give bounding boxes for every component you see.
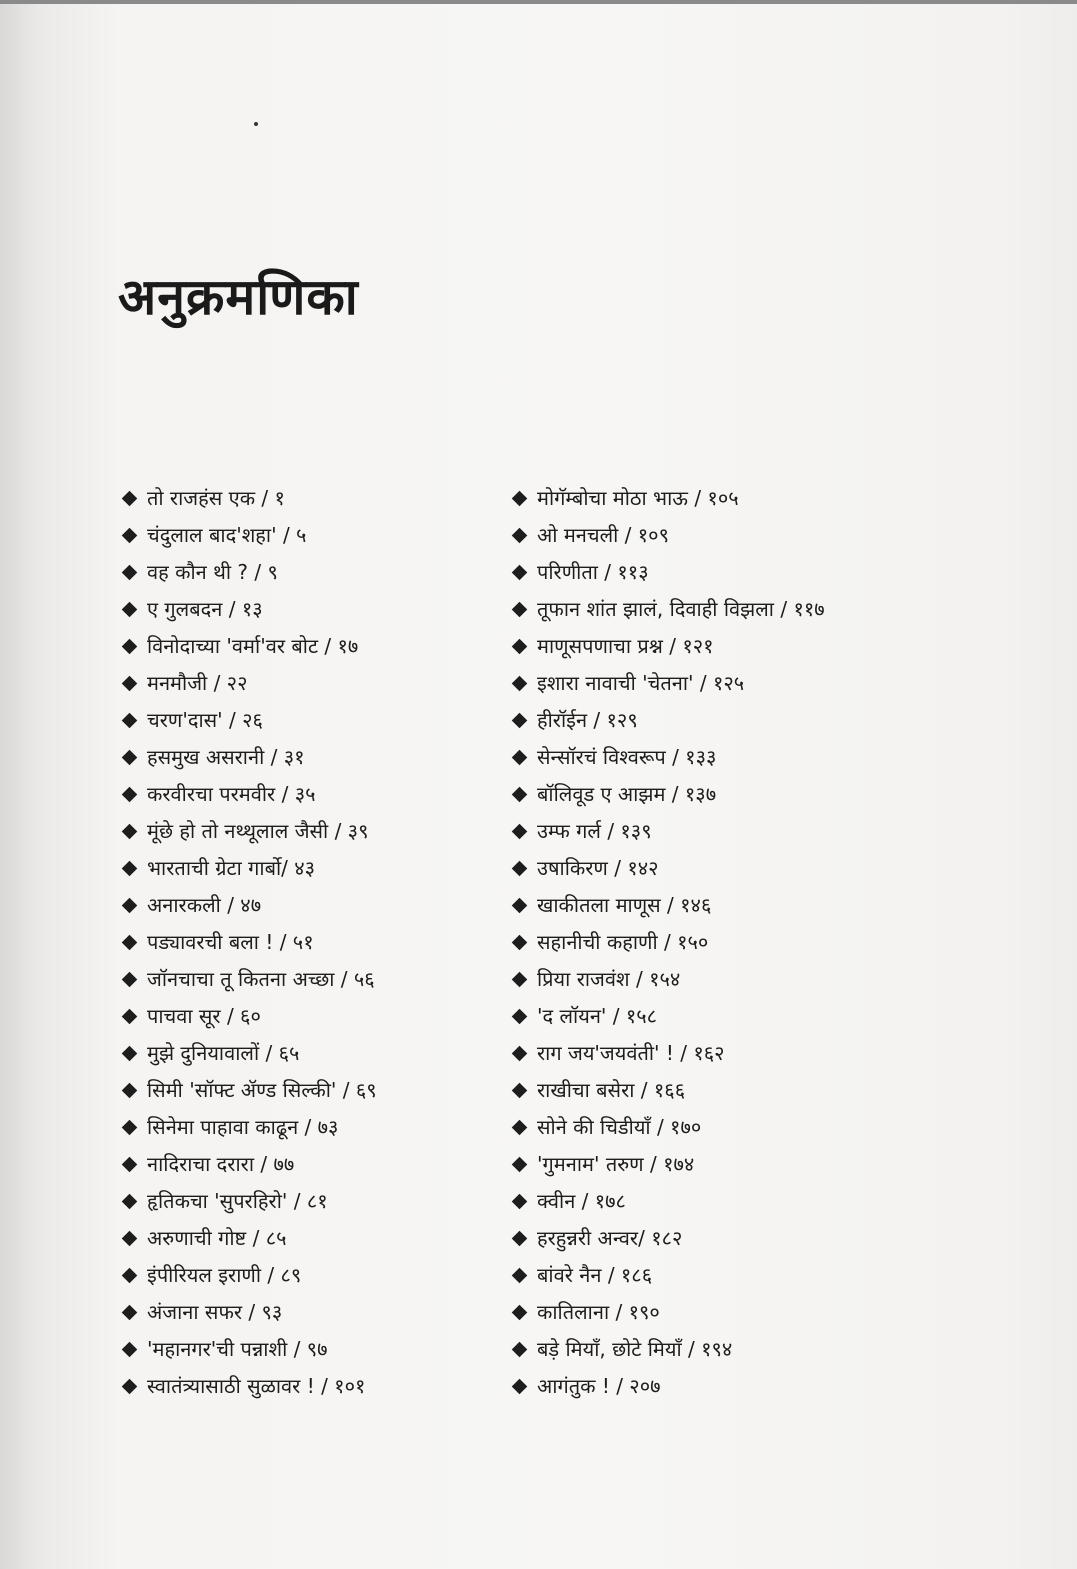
toc-entry-text: विनोदाच्या 'वर्मा'वर बोट / १७: [147, 634, 359, 658]
diamond-bullet-icon: [122, 861, 138, 877]
toc-entry: [512, 850, 912, 887]
toc-entry: [512, 1331, 912, 1368]
toc-entry: [122, 591, 512, 628]
toc-entry-text: चंदुलाल बाद'शहा' / ५: [147, 523, 307, 547]
toc-entry-text: बांवरे नैन / १८६: [537, 1263, 653, 1287]
diamond-bullet-icon: [122, 1120, 138, 1136]
toc-entry-text: नादिराचा दरारा / ७७: [147, 1152, 295, 1176]
diamond-bullet-icon: [512, 1083, 528, 1099]
diamond-bullet-icon: [122, 898, 138, 914]
diamond-bullet-icon: [512, 565, 528, 581]
toc-entry: [512, 702, 912, 739]
diamond-bullet-icon: [512, 1379, 528, 1395]
toc-entry-text: 'गुमनाम' तरुण / १७४: [537, 1152, 695, 1176]
toc-entry-text: सोने की चिडीयाँ / १७०: [537, 1115, 702, 1139]
toc-entry-text: बड़े मियाँ, छोटे मियाँ / १९४: [537, 1337, 733, 1361]
toc-right-column: [512, 480, 912, 1405]
toc-entry-text: 'द लॉयन' / १५८: [537, 1004, 658, 1028]
diamond-bullet-icon: [122, 528, 138, 544]
diamond-bullet-icon: [512, 1194, 528, 1210]
toc-entry: [512, 924, 912, 961]
toc-entry: [122, 850, 512, 887]
toc-entry: [512, 1072, 912, 1109]
toc-entry-text: स्वातंत्र्यासाठी सुळावर ! / १०१: [147, 1374, 366, 1398]
diamond-bullet-icon: [122, 1379, 138, 1395]
diamond-bullet-icon: [512, 1342, 528, 1358]
toc-entry: [512, 1220, 912, 1257]
toc-entry-text: हीरॉईन / १२९: [537, 708, 638, 732]
diamond-bullet-icon: [122, 972, 138, 988]
toc-entry-text: 'महानगर'ची पन्नाशी / ९७: [147, 1337, 328, 1361]
toc-entry: [122, 1220, 512, 1257]
ink-speck: [254, 122, 258, 126]
diamond-bullet-icon: [512, 602, 528, 618]
toc-entry-text: उम्फ गर्ल / १३९: [537, 819, 652, 843]
toc-entry-text: सहानीची कहाणी / १५०: [537, 930, 709, 954]
toc-entry: [122, 1072, 512, 1109]
toc-entry: [512, 591, 912, 628]
toc-entry: [512, 813, 912, 850]
diamond-bullet-icon: [512, 1009, 528, 1025]
toc-entry: [122, 887, 512, 924]
toc-entry: [512, 1183, 912, 1220]
toc-entry: [512, 998, 912, 1035]
toc-entry-text: करवीरचा परमवीर / ३५: [147, 782, 316, 806]
toc-left-column: [122, 480, 512, 1405]
toc-entry-text: मुझे दुनियावालों / ६५: [147, 1041, 300, 1065]
diamond-bullet-icon: [122, 602, 138, 618]
diamond-bullet-icon: [512, 824, 528, 840]
diamond-bullet-icon: [512, 935, 528, 951]
diamond-bullet-icon: [512, 898, 528, 914]
page-top-edge: [0, 0, 1077, 4]
diamond-bullet-icon: [122, 1231, 138, 1247]
diamond-bullet-icon: [512, 1231, 528, 1247]
diamond-bullet-icon: [512, 787, 528, 803]
diamond-bullet-icon: [512, 972, 528, 988]
toc-entry: [512, 480, 912, 517]
toc-entry: [122, 1257, 512, 1294]
toc-entry: [122, 961, 512, 998]
toc-entry-text: हसमुख असरानी / ३१: [147, 745, 305, 769]
diamond-bullet-icon: [122, 824, 138, 840]
diamond-bullet-icon: [122, 713, 138, 729]
toc-entry-text: सिनेमा पाहावा काढून / ७३: [147, 1115, 339, 1139]
diamond-bullet-icon: [122, 787, 138, 803]
diamond-bullet-icon: [512, 676, 528, 692]
toc-entry: [122, 665, 512, 702]
toc-entry-text: इशारा नावाची 'चेतना' / १२५: [537, 671, 745, 695]
toc-entry-text: खाकीतला माणूस / १४६: [537, 893, 712, 917]
diamond-bullet-icon: [122, 1268, 138, 1284]
toc-entry: [512, 961, 912, 998]
toc-entry-text: पाचवा सूर / ६०: [147, 1004, 261, 1028]
diamond-bullet-icon: [512, 1157, 528, 1173]
toc-entry: [122, 1368, 512, 1405]
diamond-bullet-icon: [122, 491, 138, 507]
toc-entry: [122, 517, 512, 554]
diamond-bullet-icon: [512, 1268, 528, 1284]
toc-entry-text: माणूसपणाचा प्रश्न / १२१: [537, 634, 714, 658]
diamond-bullet-icon: [122, 1342, 138, 1358]
toc-entry: [122, 480, 512, 517]
toc-entry-text: बॉलिवूड ए आझम / १३७: [537, 782, 717, 806]
toc-entry-text: सेन्सॉरचं विश्वरूप / १३३: [537, 745, 717, 769]
diamond-bullet-icon: [122, 1083, 138, 1099]
toc-entry: [122, 813, 512, 850]
toc-entry-text: भारताची ग्रेटा गार्बो/ ४३: [147, 856, 316, 880]
toc-entry: [122, 924, 512, 961]
toc-entry: [122, 1146, 512, 1183]
toc-entry: [122, 1294, 512, 1331]
toc-entry: [512, 517, 912, 554]
toc-entry: [122, 776, 512, 813]
diamond-bullet-icon: [122, 1157, 138, 1173]
toc-entry-text: सिमी 'सॉफ्ट ॲण्ड सिल्की' / ६९: [147, 1078, 377, 1102]
toc-entry-text: वह कौन थी ? / ९: [147, 560, 278, 584]
toc-entry-text: चरण'दास' / २६: [147, 708, 263, 732]
diamond-bullet-icon: [122, 1046, 138, 1062]
toc-entry: [122, 628, 512, 665]
toc-entry: [512, 1146, 912, 1183]
toc-entry-text: पड्यावरची बला ! / ५१: [147, 930, 314, 954]
toc-entry-text: ए गुलबदन / १३: [147, 597, 263, 621]
diamond-bullet-icon: [122, 676, 138, 692]
toc-entry-text: राग जय'जयवंती' ! / १६२: [537, 1041, 725, 1065]
toc-entry: [512, 1294, 912, 1331]
diamond-bullet-icon: [512, 861, 528, 877]
toc-entry-text: मूंछे हो तो नथ्थूलाल जैसी / ३९: [147, 819, 369, 843]
diamond-bullet-icon: [512, 491, 528, 507]
toc-entry: [122, 1183, 512, 1220]
toc-entry-text: हरहुन्नरी अन्वर/ १८२: [537, 1226, 683, 1250]
toc-entry-text: क्वीन / १७८: [537, 1189, 626, 1213]
toc-entry: [512, 739, 912, 776]
toc-entry: [512, 628, 912, 665]
toc-entry-text: अंजाना सफर / ९३: [147, 1300, 283, 1324]
toc-entry: [122, 1331, 512, 1368]
diamond-bullet-icon: [512, 1046, 528, 1062]
toc-entry: [512, 1368, 912, 1405]
toc-entry: [122, 739, 512, 776]
toc-entry: [512, 887, 912, 924]
toc-entry-text: तो राजहंस एक / १: [147, 486, 285, 510]
diamond-bullet-icon: [122, 935, 138, 951]
toc-entry: [512, 1035, 912, 1072]
toc-entry-text: हृतिकचा 'सुपरहिरो' / ८१: [147, 1189, 328, 1213]
toc-entry: [512, 554, 912, 591]
diamond-bullet-icon: [512, 713, 528, 729]
diamond-bullet-icon: [512, 1305, 528, 1321]
diamond-bullet-icon: [512, 528, 528, 544]
toc-entry: [122, 1035, 512, 1072]
toc-entry-text: प्रिया राजवंश / १५४: [537, 967, 681, 991]
toc-entry: [512, 1257, 912, 1294]
diamond-bullet-icon: [122, 1009, 138, 1025]
toc-entry-text: अनारकली / ४७: [147, 893, 262, 917]
toc-entry: [122, 998, 512, 1035]
toc-entry-text: ओ मनचली / १०९: [537, 523, 669, 547]
toc-entry-text: राखीचा बसेरा / १६६: [537, 1078, 686, 1102]
toc-entry-text: आगंतुक ! / २०७: [537, 1374, 661, 1398]
diamond-bullet-icon: [122, 565, 138, 581]
page-title: अनुक्रमणिका: [118, 267, 359, 326]
diamond-bullet-icon: [512, 1120, 528, 1136]
toc-entry: [512, 1109, 912, 1146]
toc-entry-text: उषाकिरण / १४२: [537, 856, 659, 880]
toc-entry: [512, 665, 912, 702]
toc-entry-text: कातिलाना / १९०: [537, 1300, 660, 1324]
toc-entry: [122, 702, 512, 739]
toc-entry: [512, 776, 912, 813]
diamond-bullet-icon: [512, 639, 528, 655]
diamond-bullet-icon: [122, 1194, 138, 1210]
toc-entry-text: मनमौजी / २२: [147, 671, 248, 695]
diamond-bullet-icon: [122, 750, 138, 766]
toc-entry-text: मोगॅम्बोचा मोठा भाऊ / १०५: [537, 486, 739, 510]
toc-entry-text: परिणीता / ११३: [537, 560, 649, 584]
diamond-bullet-icon: [512, 750, 528, 766]
toc-entry-text: इंपीरियल इराणी / ८९: [147, 1263, 302, 1287]
toc-entry: [122, 554, 512, 591]
toc-entry-text: अरुणाची गोष्ट / ८५: [147, 1226, 287, 1250]
toc-entry-text: तूफान शांत झालं, दिवाही विझला / ११७: [537, 597, 825, 621]
toc-entry: [122, 1109, 512, 1146]
toc-entry-text: जॉनचाचा तू कितना अच्छा / ५६: [147, 967, 375, 991]
diamond-bullet-icon: [122, 1305, 138, 1321]
diamond-bullet-icon: [122, 639, 138, 655]
